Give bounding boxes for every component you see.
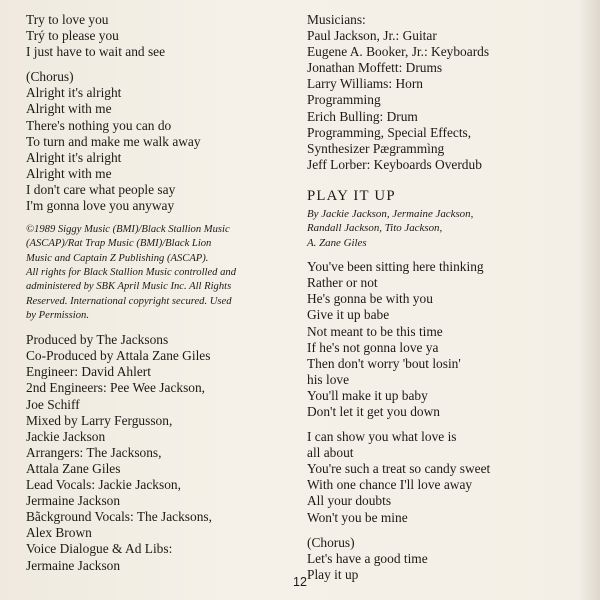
- lyric-line: You'll make it up baby: [307, 387, 428, 403]
- credit-line: Attala Zane Giles: [26, 460, 121, 476]
- credit-line: Jermaine Jackson: [26, 493, 121, 509]
- lyric-line: Alright with me: [26, 101, 112, 117]
- lyric-line: Give it up babe: [307, 307, 390, 323]
- credit-line: Joe Schiff: [26, 396, 80, 412]
- copyright-line: (ASCAP)/Rat Trap Music (BMI)/Black Lion: [26, 238, 212, 250]
- lyric-line: To turn and make me walk away: [26, 133, 201, 149]
- lyric-line: Rather or not: [307, 275, 378, 291]
- lyric-line: Alright it's alright: [26, 85, 122, 101]
- credit-line: Larry Williams: Horn: [307, 76, 423, 92]
- lyric-line: Play it up: [307, 566, 359, 582]
- copyright-line: Reserved. International copyright secured. Used: [26, 295, 232, 307]
- credit-line: Erich Bulling: Drum: [307, 108, 418, 124]
- credit-line: Jackie Jackson: [26, 428, 106, 444]
- song-title: PLAY IT UP: [307, 187, 396, 204]
- credit-line: Bãckground Vocals: The Jacksons,: [26, 509, 212, 525]
- lyrics-verse-1: [307, 259, 582, 420]
- lyric-line: his love: [307, 371, 350, 387]
- lyric-line: He's gonna be with you: [307, 291, 433, 307]
- right-column: [307, 12, 582, 583]
- credit-line: Arrangers: The Jacksons,: [26, 444, 162, 460]
- lyric-line: (Chorus): [307, 534, 355, 550]
- credit-line: Jeff Lorber: Keyboards Overdub: [307, 156, 482, 172]
- production-credits: [26, 332, 294, 573]
- lyric-line: Don't let it get you down: [307, 404, 440, 419]
- writer-line: Randall Jackson, Tito Jackson,: [307, 222, 443, 235]
- lyric-line: Alright with me: [26, 165, 112, 181]
- lyric-line: You've been sitting here thinking: [307, 259, 484, 275]
- credit-line: Jonathan Moffett: Drums: [307, 60, 443, 76]
- credit-line: Programming, Special Effects,: [307, 124, 472, 140]
- lyric-line: (Chorus): [26, 69, 74, 85]
- lyrics-verse-2: [307, 429, 582, 526]
- credit-line: Jermaine Jackson: [26, 557, 121, 573]
- credit-line: Alex Brown: [26, 525, 92, 541]
- lyric-line: Alright it's alright: [26, 149, 122, 165]
- lyric-line: You're such a treat so candy sweet: [307, 461, 491, 477]
- lyrics-verse-end: [26, 12, 294, 60]
- lyric-line: I'm gonna love you anyway: [26, 198, 175, 214]
- copyright-line: ©1989 Siggy Music (BMI)/Black Stallion Music: [26, 224, 230, 236]
- credit-line: Mixed by Larry Fergusson,: [26, 412, 173, 428]
- lyric-line: I don't care what people say: [26, 181, 176, 197]
- credit-line: Co-Produced by Attala Zane Giles: [26, 348, 211, 364]
- left-column: [26, 12, 294, 574]
- lyric-line: Won't you be mine: [307, 509, 408, 525]
- lyric-line: I just have to wait and see: [26, 44, 166, 60]
- credit-line: Engineer: David Ahlert: [26, 364, 151, 380]
- lyric-line: Trý to please you: [26, 28, 119, 44]
- writer-line: By Jackie Jackson, Jermaine Jackson,: [307, 207, 474, 220]
- lyric-line: Then don't worry 'bout losin': [307, 355, 461, 371]
- lyric-line: Let's have a good time: [307, 550, 428, 566]
- copyright-line: by Permission.: [26, 309, 89, 321]
- musicians-credits: [307, 12, 582, 173]
- lyric-line: With one chance I'll love away: [307, 477, 473, 493]
- credit-line: Eugene A. Booker, Jr.: Keyboards: [307, 44, 490, 60]
- credit-line: Programming: [307, 92, 381, 108]
- lyric-line: I can show you what love is: [307, 429, 457, 445]
- copyright-line: All rights for Black Stallion Music controlled and: [26, 267, 236, 279]
- lyrics-chorus: [26, 69, 294, 214]
- copyright-notice: [26, 223, 294, 323]
- copyright-line: Music and Captain Z Publishing (ASCAP).: [26, 252, 209, 264]
- writer-line: A. Zane Giles: [307, 236, 367, 249]
- credit-line: Musicians:: [307, 12, 366, 27]
- copyright-line: administered by SBK April Music Inc. All Rights: [26, 281, 232, 293]
- lyric-line: If he's not gonna love ya: [307, 339, 439, 355]
- credit-line: Lead Vocals: Jackie Jackson,: [26, 477, 181, 493]
- credit-line: Produced by The Jacksons: [26, 332, 169, 348]
- credit-line: Paul Jackson, Jr.: Guitar: [307, 28, 437, 44]
- lyric-line: All your doubts: [307, 493, 392, 509]
- lyric-line: Not meant to be this time: [307, 323, 443, 339]
- credit-line: 2nd Engineers: Pee Wee Jackson,: [26, 380, 206, 396]
- credit-line: Voice Dialogue & Ad Libs:: [26, 541, 173, 557]
- lyric-line: There's nothing you can do: [26, 117, 172, 133]
- page-number: 12: [293, 575, 307, 589]
- songwriter-credits: [307, 207, 582, 250]
- lyric-line: Try to love you: [26, 12, 109, 27]
- lyric-line: all about: [307, 445, 354, 461]
- credit-line: Synthesizer Pægrammìng: [307, 140, 445, 156]
